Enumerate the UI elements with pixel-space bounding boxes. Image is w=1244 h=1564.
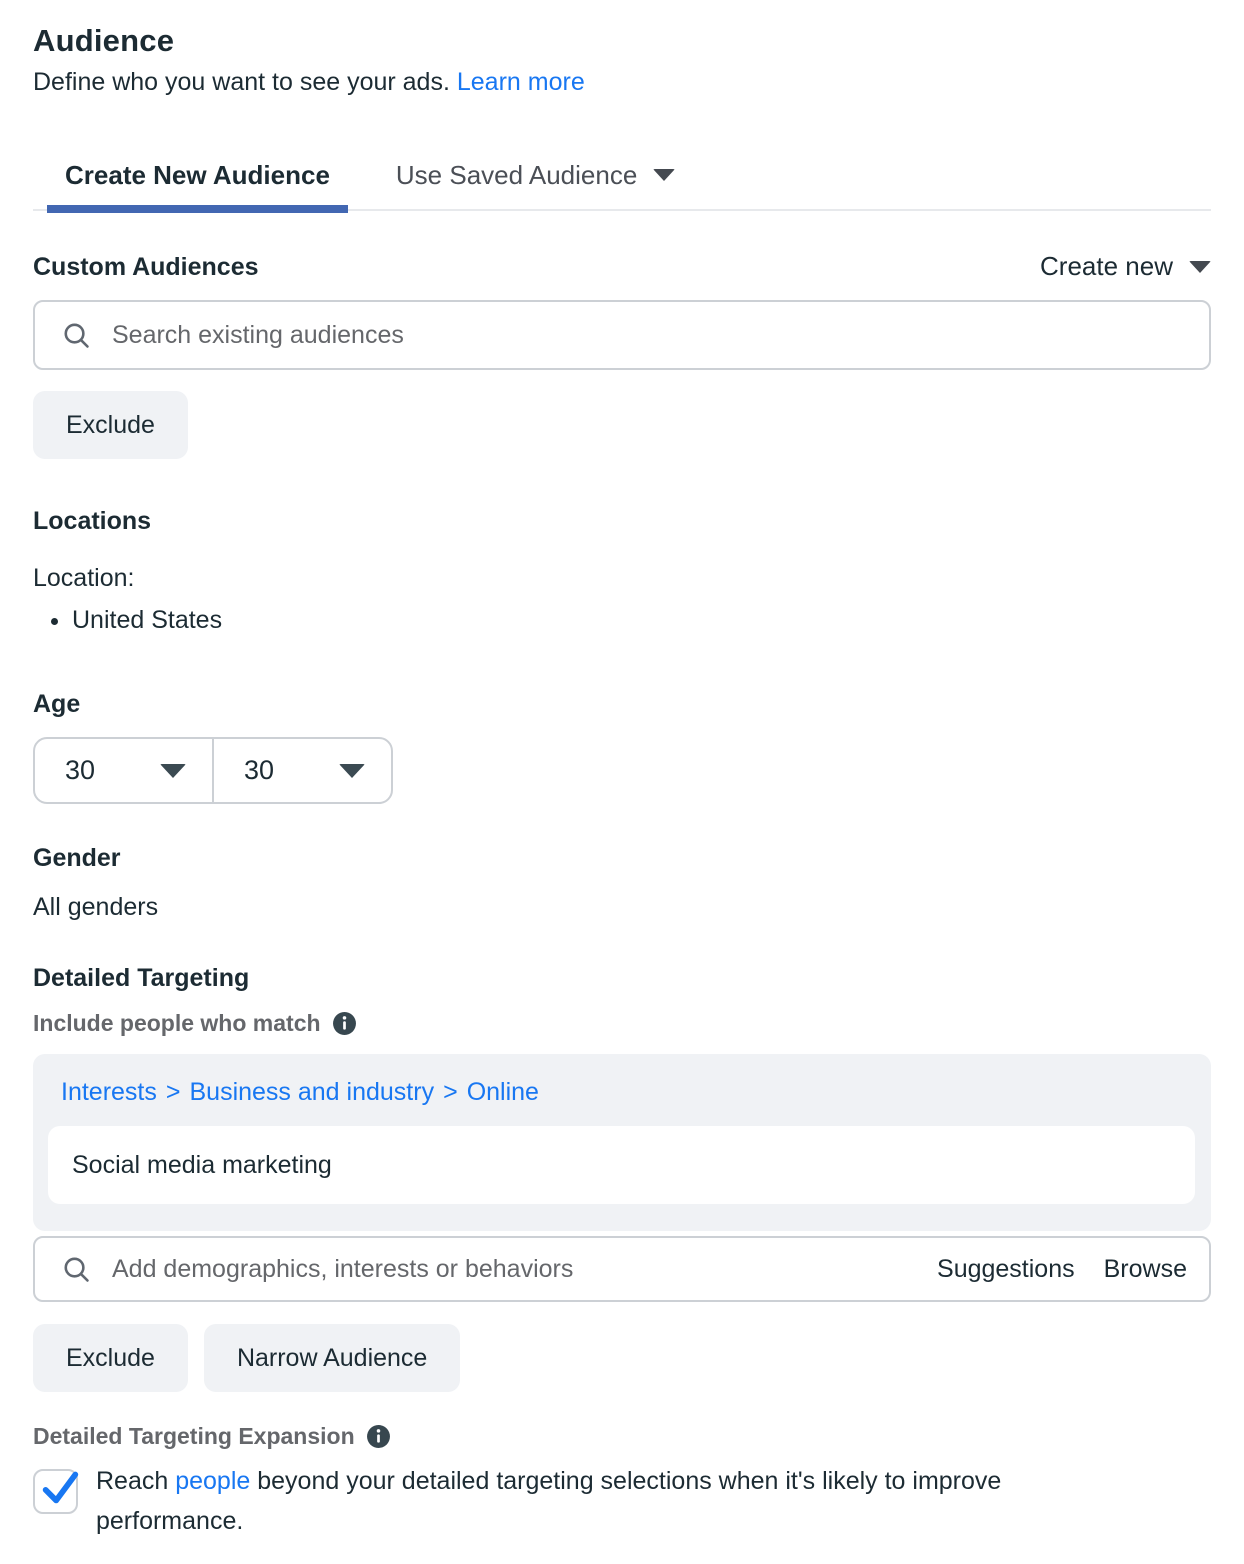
age-max-dropdown[interactable]: [212, 739, 391, 802]
breadcrumb: [61, 1079, 1195, 1106]
age-min-dropdown[interactable]: [35, 739, 212, 802]
location-list: [33, 605, 1211, 635]
breadcrumb-interests-link[interactable]: Interests: [61, 1078, 157, 1106]
info-icon[interactable]: [332, 1011, 357, 1036]
custom-audiences-heading: Custom Audiences: [33, 252, 259, 281]
expansion-text-before: Reach: [96, 1467, 169, 1495]
tab-use-saved-audience-label: Use Saved Audience: [395, 160, 638, 190]
age-max-value: 30: [244, 755, 275, 785]
targeting-expansion-label: Detailed Targeting Expansion: [33, 1423, 355, 1449]
breadcrumb-online-link[interactable]: Online: [466, 1078, 539, 1106]
breadcrumb-separator: >: [165, 1078, 181, 1106]
create-new-label: Create new: [1040, 251, 1173, 281]
age-range-control: [33, 737, 393, 804]
gender-value: All genders: [33, 893, 159, 921]
breadcrumb-business-industry-link[interactable]: Business and industry: [189, 1078, 435, 1106]
learn-more-link[interactable]: Learn more: [456, 68, 585, 96]
include-people-label: Include people who match: [33, 1010, 321, 1036]
search-icon: [61, 1254, 92, 1285]
page-title: Audience: [33, 23, 175, 58]
chevron-down-icon: [160, 764, 186, 778]
browse-link[interactable]: Browse: [1103, 1254, 1187, 1283]
suggestions-link[interactable]: Suggestions: [937, 1254, 1075, 1283]
include-people-label-row: [33, 1010, 1211, 1037]
detailed-targeting-search: [33, 1236, 1211, 1302]
custom-audiences-header: [33, 251, 1211, 282]
gender-heading: Gender: [33, 844, 121, 872]
check-icon: [37, 1464, 83, 1510]
chevron-down-icon: [1189, 261, 1211, 273]
search-actions: [937, 1255, 1187, 1284]
breadcrumb-separator: >: [443, 1078, 458, 1106]
exclude-custom-audiences-button[interactable]: Exclude: [33, 391, 188, 459]
add-demographics-input[interactable]: [112, 1255, 913, 1284]
exclude-targeting-button[interactable]: Exclude: [33, 1324, 188, 1392]
chevron-down-icon: [339, 764, 365, 778]
people-link[interactable]: people: [175, 1467, 251, 1495]
age-min-value: 30: [65, 755, 96, 785]
narrow-audience-button[interactable]: Narrow Audience: [204, 1324, 460, 1392]
subtitle-text: Define who you want to see your ads.: [33, 68, 450, 96]
search-icon: [61, 320, 92, 351]
tab-create-new-audience[interactable]: Create New Audience: [47, 160, 348, 209]
detailed-targeting-heading: Detailed Targeting: [33, 964, 250, 992]
targeting-expansion-text: [96, 1461, 1136, 1541]
targeting-expansion-option: [33, 1461, 1211, 1541]
age-heading: Age: [33, 690, 81, 718]
page-subtitle: [33, 67, 1211, 97]
locations-heading: Locations: [33, 507, 152, 535]
custom-audiences-search: [33, 300, 1211, 370]
create-new-button[interactable]: [1040, 251, 1211, 282]
included-interests-panel: [33, 1054, 1211, 1231]
chevron-down-icon: [653, 169, 675, 181]
selected-interest-tag[interactable]: Social media marketing: [48, 1126, 1195, 1204]
expansion-text-after: beyond your detailed targeting selections when it's likely to improve performance.: [96, 1467, 1002, 1535]
location-item: • United States: [72, 605, 1211, 635]
location-label: Location:: [33, 564, 135, 592]
tab-use-saved-audience[interactable]: [378, 160, 693, 209]
targeting-expansion-checkbox[interactable]: [33, 1469, 78, 1514]
search-existing-audiences-input[interactable]: [112, 321, 1187, 350]
targeting-expansion-label-row: [33, 1423, 1211, 1450]
audience-tabs: [33, 160, 1211, 211]
info-icon[interactable]: [366, 1424, 391, 1449]
